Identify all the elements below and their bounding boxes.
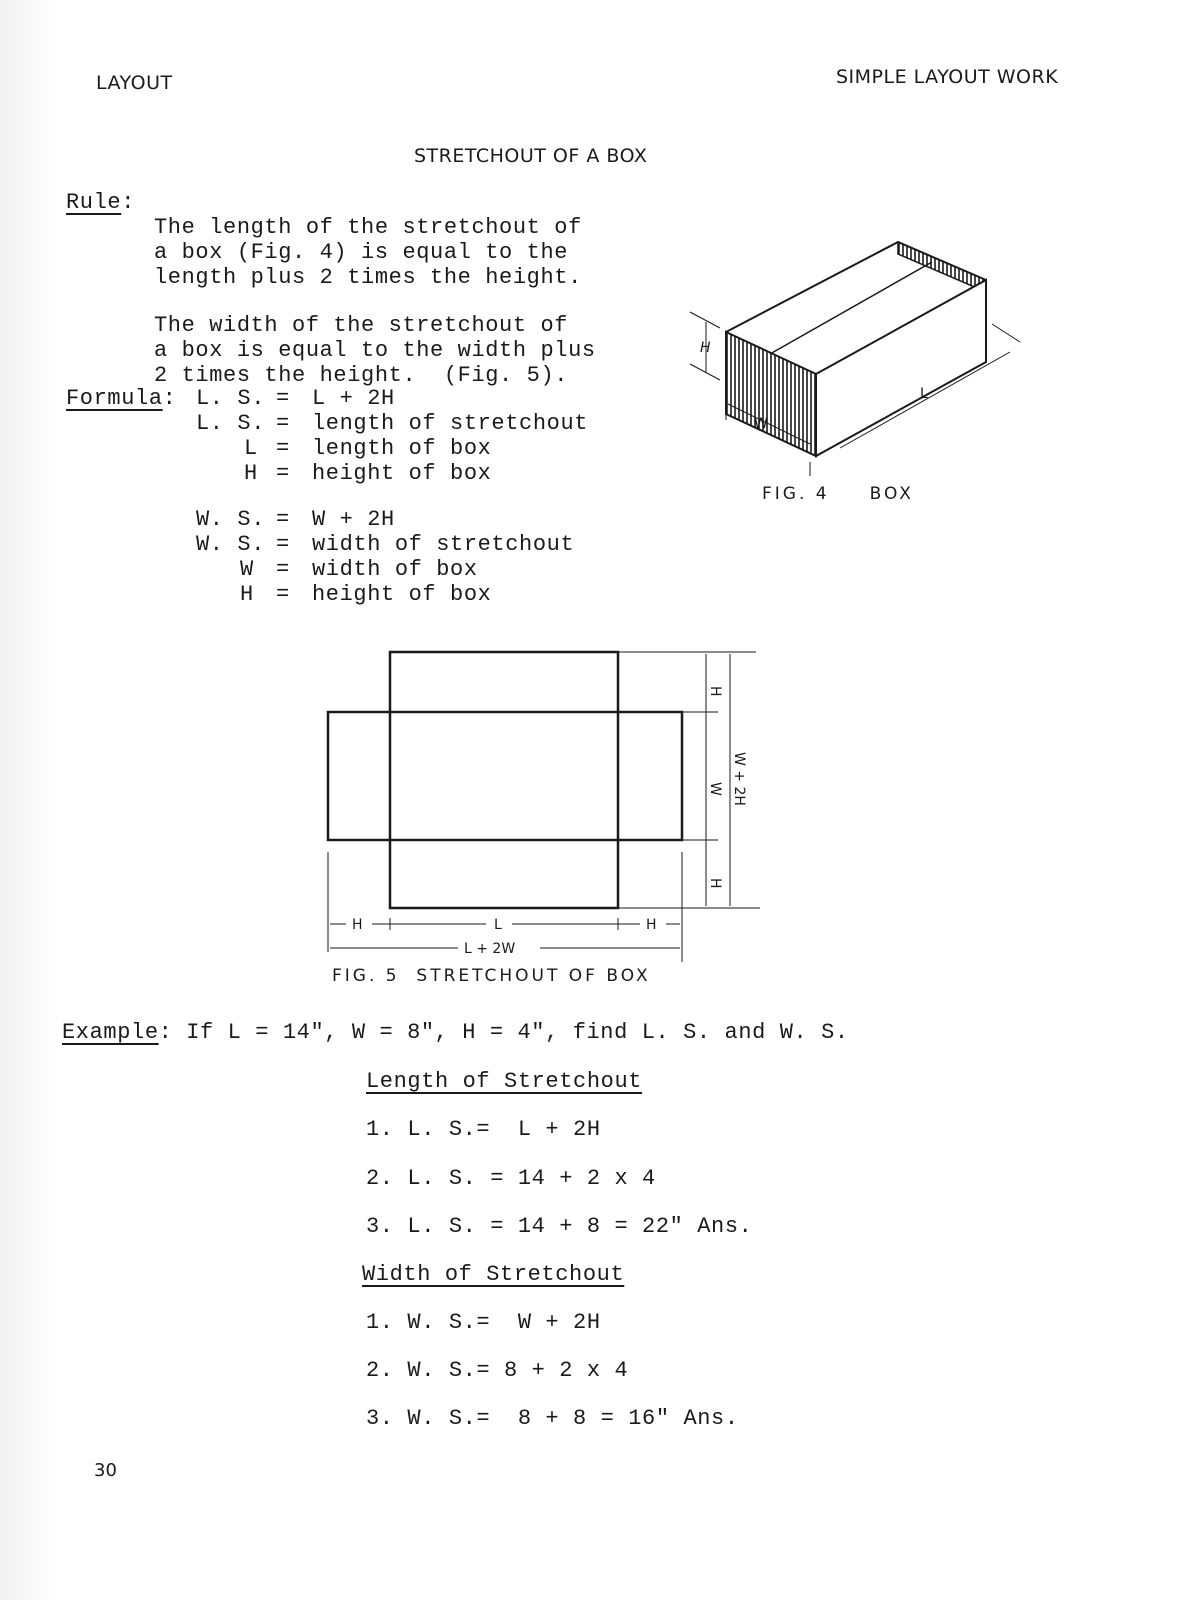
rule-line: length plus 2 times the height. [154,265,582,290]
stretchout-width-band [328,712,682,840]
equals-sign: = [276,507,290,532]
formula-lhs: H [240,582,254,607]
formula-width-block [196,507,616,607]
running-header-left: LAYOUT [96,72,173,94]
equals-sign: = [276,436,290,461]
section-title: STRETCHOUT OF A BOX [414,145,648,167]
rule-paragraph-2 [154,288,596,388]
formula-rhs: width of stretchout [312,532,575,557]
formula-lhs: L. S. [196,411,266,436]
length-step: 3. L. S. = 14 + 8 = 22" Ans. [366,1214,753,1239]
rule-line: The length of the stretchout of [154,215,582,240]
formula-rhs: height of box [312,461,492,486]
fig5-label-bottom-total: L + 2W [464,941,516,957]
dim-extension [992,324,1020,342]
fig4-box-drawing [670,230,1050,480]
dim-extension [690,364,720,380]
running-header-right: SIMPLE LAYOUT WORK [836,66,1059,88]
formula-lhs: W. S. [196,532,266,557]
equals-sign: = [276,461,290,486]
formula-row [196,411,588,436]
rule-paragraph-1 [154,190,582,290]
formula-lhs: W [240,557,254,582]
formula-rhs: height of box [312,582,492,607]
formula-rhs: length of box [312,436,492,461]
fig5-label-h-right: H [646,917,657,933]
length-step: 2. L. S. = 14 + 2 x 4 [366,1166,656,1191]
width-heading-text: Width of Stretchout [362,1262,625,1287]
width-step: 3. W. S.= 8 + 8 = 16" Ans. [366,1406,739,1431]
width-heading [362,1262,624,1287]
stretchout-length-band [390,652,618,908]
equals-sign: = [276,582,290,607]
equals-sign: = [276,386,290,411]
box-end-wall [726,332,816,456]
equals-sign: = [276,532,290,557]
fig4-caption-name: BOX [869,484,914,504]
fig5-label-h-top: H [707,686,723,697]
formula-label: Formula: [66,386,177,411]
box-back-wall [898,242,986,292]
length-heading-text: Length of Stretchout [366,1069,643,1094]
fig5-label-h-bottom: H [707,878,723,889]
formula-row [196,386,395,411]
formula-rhs: length of stretchout [312,411,589,436]
formula-rhs: width of box [312,557,478,582]
box-front-side [816,280,986,456]
equals-sign: = [276,411,290,436]
length-step: 1. L. S.= L + 2H [366,1117,601,1142]
formula-row [196,436,491,461]
fig5-label-l: L [494,917,502,933]
formula-lhs: H [244,461,258,486]
fig5-label-h-left: H [352,917,363,933]
width-step: 1. W. S.= W + 2H [366,1310,601,1335]
formula-row [196,582,491,607]
formula-length-block [196,386,616,486]
dim-extension [690,312,720,328]
example-question: If L = 14", W = 8", H = 4", find L. S. and W. S. [186,1020,849,1045]
fig4-caption [762,484,914,504]
fig4-label-l: L [920,386,928,402]
rule-label: Rule: [66,190,136,215]
width-step: 2. W. S.= 8 + 2 x 4 [366,1358,629,1383]
formula-rhs: L + 2H [312,386,395,411]
formula-row [196,461,491,486]
formula-row [196,557,478,582]
rule-line: a box is equal to the width plus [154,338,596,363]
rule-line: The width of the stretchout of [154,313,569,338]
formula-lhs: L [244,436,258,461]
formula-row [196,532,574,557]
page-number: 30 [94,1460,117,1481]
length-heading [366,1069,642,1094]
example-label: Example [62,1020,159,1045]
fig5-caption: FIG. 5 STRETCHOUT OF BOX [332,966,651,986]
formula-row [196,507,395,532]
page-edge-shadow [0,0,60,1600]
fig4-caption-fig: FIG. 4 [762,484,830,504]
rule-label-text: Rule [66,190,122,215]
formula-rhs: W + 2H [312,507,395,532]
fig4-label-w: W [754,416,768,432]
fig5-label-w: W [707,782,723,796]
example-line: Example: If L = 14", W = 8", H = 4", find L. S. and W. S. [62,1020,849,1045]
formula-lhs: W. S. [196,507,266,532]
equals-sign: = [276,557,290,582]
fig4-label-h: H [700,340,711,356]
fig5-label-right-total: W + 2H [731,752,747,806]
formula-lhs: L. S. [196,386,266,411]
fig5-stretchout-drawing [318,640,778,970]
rule-line: a box (Fig. 4) is equal to the [154,240,569,265]
rule-line: 2 times the height. (Fig. 5). [154,363,569,388]
formula-label-text: Formula [66,386,163,411]
